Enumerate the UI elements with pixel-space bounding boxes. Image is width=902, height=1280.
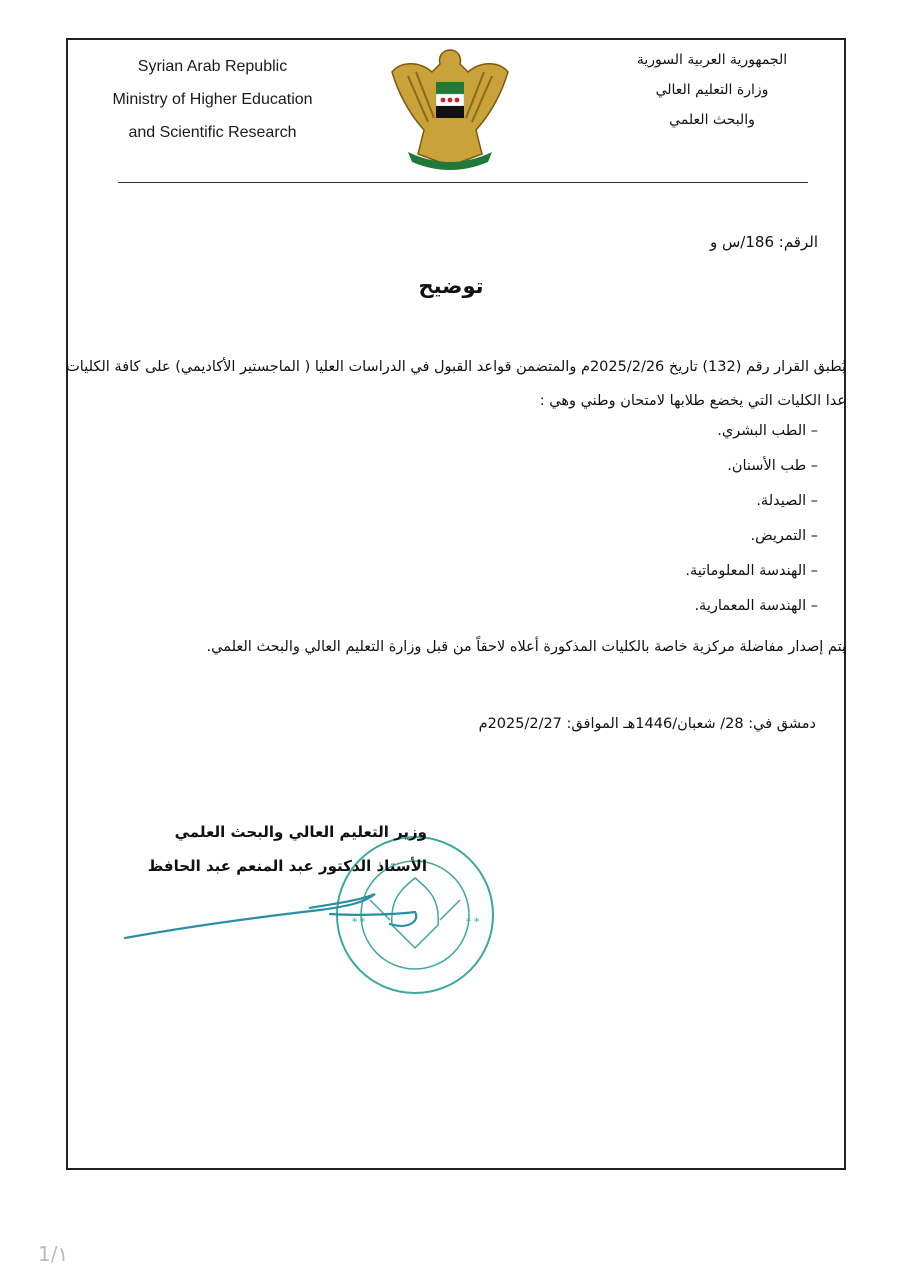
arabic-header	[602, 45, 822, 135]
arabic-header-line: والبحث العلمي	[669, 112, 755, 128]
arabic-header-line: الجمهورية العربية السورية	[636, 52, 788, 68]
signatory-block	[148, 815, 427, 883]
faculty-item: – التمريض.	[750, 528, 818, 544]
syrian-eagle-emblem-icon	[388, 42, 513, 172]
english-header-line: and Scientific Research	[128, 124, 297, 141]
faculty-item: – الهندسة المعلوماتية.	[685, 563, 818, 579]
faculty-list	[685, 414, 818, 624]
svg-text:* *: * *	[466, 917, 480, 928]
reference-number: الرقم: 186/س و	[709, 233, 818, 251]
body-paragraph: يُطبق القرار رقم (132) تاريخ 2025/2/26م والمتضمن قواعد القبول في الدراسات العليا ( الماجستير الأكاديمي) على كافة الكليات عدا الكليات التي يخضع طلابها لامتحان وطني وهي :	[66, 359, 846, 409]
arabic-header-line: وزارة التعليم العالي	[655, 82, 769, 98]
document-title: توضيح	[418, 274, 484, 298]
english-header-line: Syrian Arab Republic	[137, 58, 288, 75]
signatory-title: وزير التعليم العالي والبحث العلمي	[174, 823, 427, 841]
english-header-line: Ministry of Higher Education	[112, 91, 313, 108]
english-header	[70, 50, 355, 149]
signatory-name: الأستاذ الدكتور عبد المنعم عبد الحافظ	[147, 857, 427, 875]
header-divider	[118, 182, 808, 183]
body-paragraph: يتم إصدار مفاضلة مركزية خاصة بالكليات المذكورة أعلاه لاحقاً من قبل وزارة التعليم العالي والبحث العلمي.	[206, 639, 846, 655]
handwritten-signature	[120, 880, 420, 950]
faculty-item: – الصيدلة.	[756, 493, 818, 509]
date-line: دمشق في: 28/ شعبان/1446هـ الموافق: 2025/2/27م	[478, 716, 816, 732]
faculty-item: – الطب البشري.	[717, 423, 818, 439]
faculty-item: – طب الأسنان.	[727, 458, 818, 474]
svg-text:* *: * *	[352, 917, 366, 928]
page-indicator: 1/١	[38, 1242, 69, 1266]
faculty-item: – الهندسة المعمارية.	[694, 598, 818, 614]
